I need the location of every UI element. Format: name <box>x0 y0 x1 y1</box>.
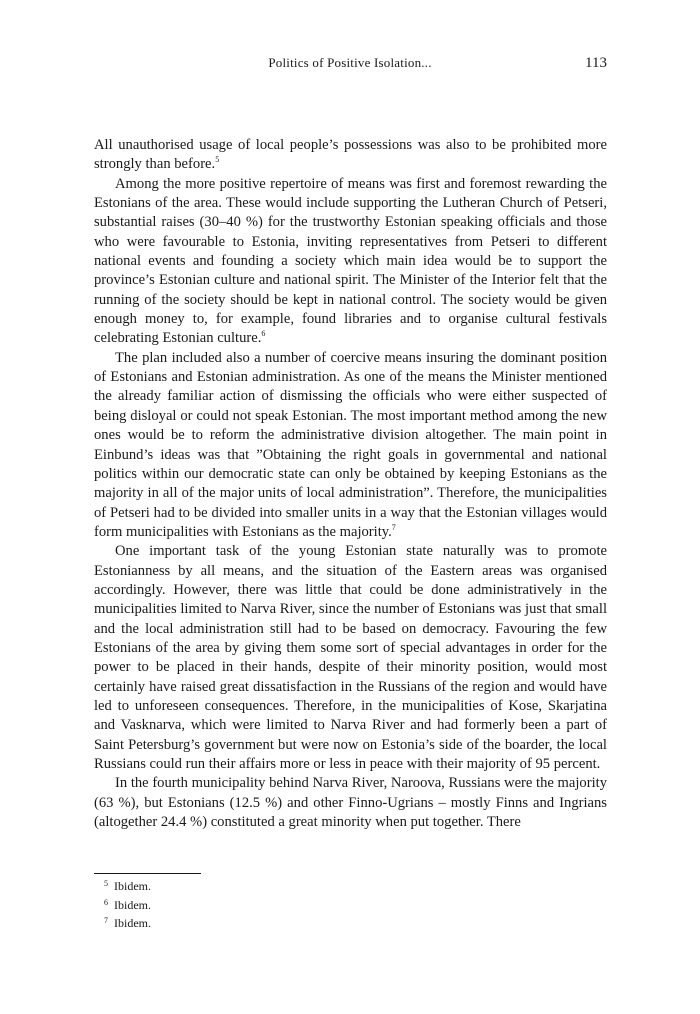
running-header <box>0 53 700 73</box>
paragraph-2 <box>94 175 607 349</box>
paragraph-2-text: Among the more positive repertoire of means was first and foremost rewarding the Estonians of the area. These would include supporting the Lutheran Church of Petseri, substantial raises (30–40 %) for the trustworthy Estonian speaking officials and those who were favourable to Estonia, inviting representatives from Petseri to different national events and founding a society which main idea would be to support the province’s Estonian culture and national spirit. The Minister of the Interior felt that the running of the society should be kept in national control. The society would be given enough money to, for example, found libraries and to organise cultural festivals celebrating Estonian culture. <box>94 175 607 347</box>
footnote-text: Ibidem. <box>114 916 151 930</box>
paragraph-3 <box>94 349 607 542</box>
paragraph-3-text: The plan included also a number of coercive means insuring the dominant position of Estonians and Estonian administration. As one of the means the Minister mentioned the already familiar action of dismissing the officials who were either suspected of being disloyal or could not speak Estonian. The most important method among the new ones would be to reform the administrative division altogether. The main point in Einbund’s ideas was that ”Obtaining the right goals in governmental and national politics within our democratic state can only be obtained by keeping Estonians as the majority in all of the major units of local administration”. Therefore, the municipalities of Petseri had to be divided into smaller units in a way that the Estonian villages would form municipalities with Estonians as the majority. <box>94 349 607 540</box>
footnote-ref-6[interactable]: 6 <box>261 329 266 339</box>
paragraph-5 <box>94 774 607 832</box>
paragraph-1 <box>94 136 607 175</box>
body-text <box>94 136 607 832</box>
footnote-number: 5 <box>104 879 108 888</box>
footnote-number: 6 <box>104 897 108 907</box>
footnote-number: 7 <box>104 916 108 925</box>
paragraph-1-text: All unauthorised usage of local people’s possessions was also to be prohibited more strongly than before. <box>94 137 607 173</box>
footnote-text: Ibidem. <box>114 879 151 893</box>
page-number: 113 <box>585 55 607 71</box>
footnote-text: Ibidem. <box>114 897 151 912</box>
footnote-divider <box>94 873 201 874</box>
paragraph-5-text: In the fourth municipality behind Narva River, Naroova, Russians were the majority (63 %), but Estonians (12.5 %) and other Finno-Ugrians – mostly Finns and Ingrians (altogether 24.4 %) constituted a great minority when put together. There <box>94 775 607 831</box>
footnote-ref-7[interactable]: 7 <box>391 522 396 532</box>
footnote-6 <box>104 897 604 916</box>
running-title: Politics of Positive Isolation... <box>268 55 432 70</box>
footnotes <box>104 878 604 934</box>
footnote-7 <box>104 915 604 934</box>
paragraph-4 <box>94 542 607 774</box>
footnote-5 <box>104 878 604 897</box>
paragraph-4-text: One important task of the young Estonian state naturally was to promote Estonianness by all means, and the situation of the Eastern areas was organised accordingly. However, there was little that could be done administratively in the municipalities limited to Narva River, since the number of Estonians was just that small and the local administration still had to be based on democracy. Favouring the few Estonians of the area by giving them some sort of special advantages in order for the power to be placed in their hands, despite of their minority position, would most certainly have raised great dissatisfaction in the Russians of the region and would have led to unforeseen consequences. Therefore, in the municipalities of Kose, Skarjatina and Vasknarva, which were limited to Narva River and had formerly been a part of Saint Petersburg’s government but were now on Estonia’s side of the boarder, the local Russians could run their affairs more or less in peace with their majority of 95 percent. <box>94 543 607 772</box>
footnote-ref-5[interactable]: 5 <box>215 155 220 165</box>
